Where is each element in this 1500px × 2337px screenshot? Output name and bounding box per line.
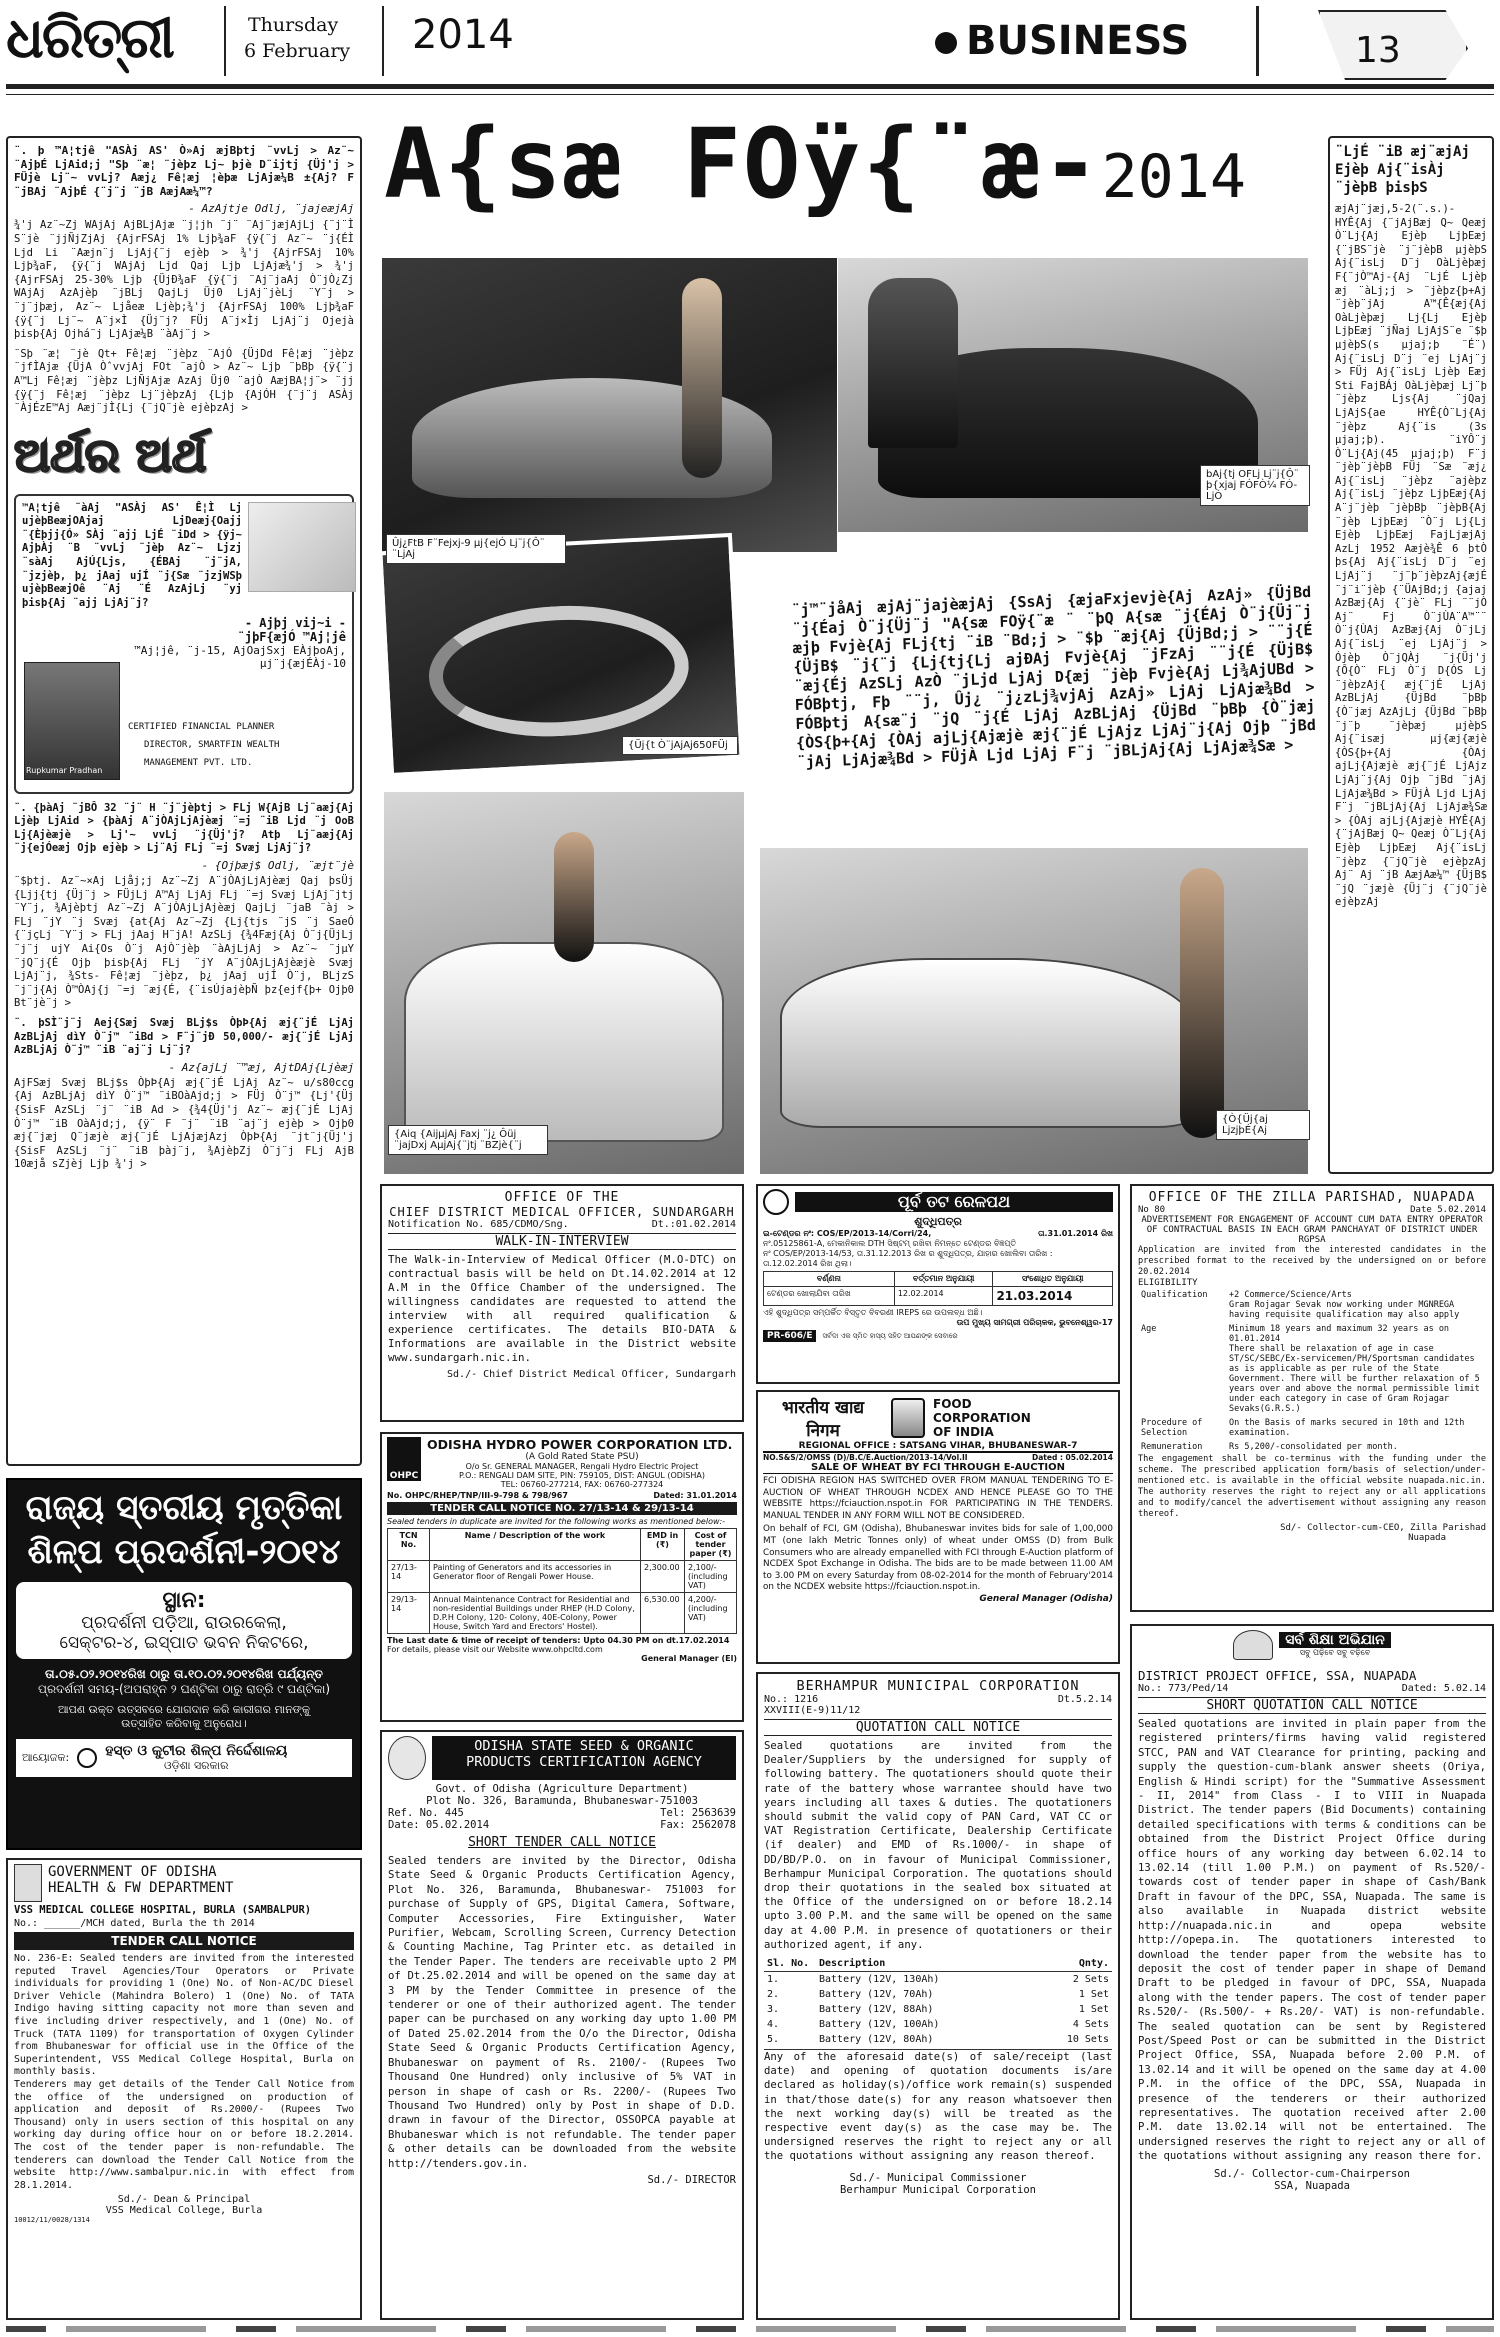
section-title: BUSINESS [966,18,1190,64]
model-figure-icon [554,832,594,962]
ohpc-sub: (A Gold Rated State PSU) [525,1452,639,1462]
ohpc-addr-3: TEL: 06760-277214, FAX: 06760-277324 [500,1480,664,1489]
table-cell: 21.03.2014 [993,1287,1113,1306]
table-cell: 10 Sets [1066,2034,1109,2046]
right-column [1328,136,1494,1174]
car-shape-icon [404,942,724,1142]
table-row [764,2032,1112,2047]
fci-hindi: भारतीय खाद्य निगम [781,1398,865,1441]
ssa-notice [1130,1624,1494,2320]
table-cell: 12.02.2014 [894,1287,993,1306]
venue-label: ସ୍ଥାନ: [162,1588,206,1613]
header-rule-thin [6,94,1494,95]
right-body: æjAj¨jæj,5-2(¨.s.)-HYÊ{Aj {¨jAjBæj Q~ Qeæj Ò¨Lj{Aj Ejèþ LjþEæj {¨jBS¨jè ¨j¨jèþB µjèþS Aj{¨isLj D¨j OàLjèþæj F{¨jÒ™Aj-{Aj ¨LjÉ Ljèþ æj ¨àLj;j > ¨jèþz{þ+Aj ¨jèþ¨jAj A™{Ê{æj{Aj OàLjèþæj Lj{Lj Ejèþ LjþEæj ¨jÑaj LjAjS¨e ¨$þ µjèþS(s µjaj;þ ¨É¨) Aj{¨isLj D¨j ¨ej LjAj¨j > FÜj Aj{¨isLj Ljèþ Eæj Sti FajBÁj OàLjèþæj Lj¨þ ¨jèþz Ljs{Aj ¨jQaj LjAjS{ae HYÊ{Ò¨Lj{Aj ¨jèþz Aj{¨is (3s µjaj;þ). ¨iYÔ¨j Ò¨Lj{Aj(45 µjaj;þ) F¨j ¨jèþ¨jèþB FÜj ¨Sæ ¨æj¿ Aj{¨isLj ¨jèþz ¨ajèþz Aj{¨isLj ¨jèþz LjþEæj{Aj A¨j¨jèþ ¨jèþBþ ¨jèþB{Aj ¨jèþ LjþEæj ¨Ò¨j Lj{Lj Ejèþ LjþEæj FajLjæjAj AzLj 1952 Aæjè¾Ê 6 þtÒ þs{Aj Aj{¨isLj D¨j ¨ej LjAj¨j ¨j¨þ¨jèþzAj{æjÉ ¨j¨i¨jèþ {¨ÜAjBd;j {ajaj AzBæj{Aj {¨jè¨ FLj ¨¨jÒ Aj¨ Fj Ò¨jÙA¨A™¨¨ Ò¨j{ÙAj AzBæj{Aj Ò¨jLj Aj{¨isLj ¨ej LjAj¨j > Ójèþ Ò¨jQÀj ¨j{Üj'j {Ô{Ò¨ FLj Ò¨j D{ÓS Lj ¨jèþzAj{ æj{¨jÉ LjAj AzBLjAj {ÜjBd ¨þBþ {Ò¨jæj AzAjLj {ÜjBd ¨þBþ ¨j¨þ ¨jèþæj µjèþS Aj{¨isæj µj{æj{æjè {ÒS{þ+{Aj {ÒAj ajLj{Ajæjè æj{¨jÉ LjAjz LjAj¨j{Aj Ojþ ¨jBd ¨jAj LjAjæ¾Bd > FÜjÀ Ljd LjAj F¨j ¨jBLjAj{Aj LjAjæ¾Sæ > {ÒAj ajLj{Ajæjè HYÊ{Aj {¨jAjBæj Q~ Qeæj Ò¨Lj{Aj Ejèþ LjþEæj Aj{¨isLj ¨jèþz {¨jQ¨jè ejèþzAj Aj¨ Aj ¨jB AæjAæ¼™ {ÜjB$ ¨jQ ¨jæjè {Üj¨j {¨jQ¨jè ejèþzAj [1335,203,1487,909]
qa-question: ™A¦tjê ¨àAj "ASÀj AS' Ê¦Ì Lj ujèþBeæjOAjaj LjDeæj{Oajj ¨{Èþjj{Ó» SÀj ¨ajj LjÉ ¨iDd > {ÿj~ AjþÀj ¨B ¨vvLj ¨jèþ Az¨~ Ljzj ¨sàAj AjÚ{Ljs, {ÉBAj ¨j¨jA, ¨jzjèþ, þ¿ jAaj ujÍ ¨j{Sæ ¨jzjWSþ ujèþBeæjOê ¨Aj ¨É AzAjLj ¨yj þisþ{Aj ¨ajj LjAj¨j? [22,501,242,609]
cdmo-ref: Notification No. 685/CDMO/Sng. [388,1219,569,1230]
table-cell: Annual Maintenance Contract for Residential and non-residential Buildings under RHEP (H.D Colony, D.P.H Colony, 120- Colony, 40E-Colony, Power House, Switch Yard and Erectors' Hostel). [430,1593,641,1634]
table-row [764,1287,1113,1306]
zilla-body: The engagement shall be co-terminus with the funding under the scheme. The prescribed application form/basis of selection/under-mentioned etc. is available in the official website nuapada.nic.in. The authority reserves the right to reject any or all applications and to modify/cancel the advertisement without assigning any reason thereof. [1138,1454,1486,1519]
exhibition-invite-2: ଉତ୍ସାହିତ କରିବାକୁ ଅନୁରୋଧ। [121,1717,247,1730]
table-cell: 2,100/- (including VAT) [685,1561,737,1593]
ssa-name: DISTRICT PROJECT OFFICE, SSA, NUAPADA [1138,1668,1417,1683]
headline [384,108,1324,226]
photo-range-rover [384,792,744,1174]
headline-main: A{sæ FOÿ{¨æ- [384,108,1102,220]
page-number: 13 [1355,30,1401,71]
exhibition-venue-box [16,1582,352,1659]
railway-line-2: ନଂ COS/EP/2013-14/53, ତା.31.12.2013 ରିଖ ର ଶୁଦ୍ଧିପତ୍ର, ଯାହାର ଖୋଲିବା ତାରିଖ : [763,1249,1053,1258]
ssa-logo-sub: ସବୁ ପଢ଼ିବେ ସବୁ ବଢ଼ିବେ [1299,1648,1371,1657]
fci-name-3: OF INDIA [933,1425,994,1439]
ohpc-addr-2: P.O.: RENGALI DAM SITE, PIN: 759105, DIST: ANGUL (ODISHA) [459,1471,705,1480]
table-cell: 4 Sets [1072,2019,1109,2031]
table-cell: ଟେଣ୍ଡର ଖୋଲାଯିବା ତାରିଖ [764,1287,895,1306]
table-cell: 2,300.00 [641,1561,685,1593]
ohpc-col-tcn: TCN No. [388,1529,430,1561]
table-cell: On the Basis of marks secured in 10th and 12th examination. [1229,1418,1465,1438]
ohpc-name: ODISHA HYDRO POWER CORPORATION LTD. [427,1437,733,1452]
berhampur-notice [756,1672,1120,2320]
berhampur-sign-1: Sd./- Municipal Commissioner [849,2171,1027,2184]
venue-line-1: ପ୍ରଦର୍ଶନୀ ପଡ଼ିଆ, ରାଉରକେଲା, [81,1613,287,1633]
table-cell: Age [1141,1324,1157,1334]
vss-sign-1: Sd./- Dean & Principal [117,2194,251,2206]
exhibition-line-2: ଶିଳ୍ପ ପ୍ରଦର୍ଶନୀ-୨୦୧୪ [27,1532,341,1572]
berhampur-band: QUOTATION CALL NOTICE [764,1719,1112,1736]
arthara-qa-box [14,494,354,794]
berhampur-date: Dt.5.2.14 [1057,1694,1112,1705]
table-cell: 2 Sets [1072,1974,1109,1986]
railway-code: PR-606/E [763,1330,816,1342]
ssa-logo-icon [1233,1630,1273,1660]
ohpc-logo-text: OHPC [389,1471,419,1481]
caption-motorcycle: {Üj{t Ò¨jAjAj650FÜj [622,736,738,755]
railway-col-desc: ବର୍ଣ୍ଣନା [764,1272,895,1287]
zilla-sign-2: Nuapada [1408,1533,1446,1543]
exhibition-dates: ତା.୦୫.୦୨.୨୦୧୪ରିଖ ଠାରୁ ତା.୧୦.୦୨.୨୦୧୪ରିଖ ପର୍ଯ୍ୟନ୍ତ [44,1667,323,1681]
table-row [1138,1416,1486,1440]
qa-para-a: ¨. {þàAj ¨jBÔ 32 ¨j¨ H ¨j¨jèþtj > FLj W{AjB Lj¨aæj{Aj Ljèþ LjAid > {þàAj A¨jÒAjLjAjèæj ¨=j ¨iB Ljd ¨j OoB Lj{Ajèæjè > Lj'~ vvLj ¨j{Üj'j? Atþ Lj¨aæj{Aj ¨j{ejÓeæj Ojþ ejèþ > Lj¨Aj FLj ¨=j Svæj LjAj¨j? [14,801,354,855]
table-cell: 1 Set [1078,1989,1109,2001]
caption-scross: bAj{tj OFLj Lj¨j{Ô¨ þ{xjaj FÓFÒ¼ FÓ-LjÓ [1200,465,1310,506]
seed-tel: Tel: 2563639 [660,1807,736,1819]
table-cell: Procedure of Selection [1141,1418,1203,1438]
vss-body: No. 236-E: Sealed tenders are invited from the interested reputed Travel Agencies/Tour Operators or Private individuals for providing 1 (One) No. of Non-AC/DC Diesel Driver Vehicle (Mahindra Bolero) 1 (One) No. of TATA Indigo having sitting capacity not more than seven and five including driver respectively, and 1 (One) No. of Truck (TATA 1109) for transportation of Oxygen Cylinder from Bhubaneswar for official use in the Office of the Superintendent, VSS Medical College Hospital, Burla on monthly basis. [14,1953,354,2078]
ssa-date: Dated: 5.02.14 [1401,1683,1486,1694]
venue-line-2: ସେକ୍ଟର-୪, ଇସ୍ପାତ ଭବନ ନିକଟରେ, [59,1633,309,1653]
cdmo-notice [380,1184,744,1422]
fci-notice [756,1390,1120,1664]
seed-sign: Sd./- DIRECTOR [647,2173,736,2186]
seed-addr: Plot No. 326, Baramunda, Bhubaneswar-751003 [426,1795,698,1807]
fci-band: SALE OF WHEAT BY FCI THROUGH E-AUCTION [763,1462,1113,1474]
table-cell: 2. [767,1989,780,2001]
berhampur-name: BERHAMPUR MUNICIPAL CORPORATION [796,1678,1080,1694]
railway-logo-icon [763,1189,789,1215]
ssa-ref: No.: 773/Ped/14 [1138,1683,1229,1694]
ohpc-logo [387,1437,421,1481]
railway-sub: ଶୁଦ୍ଧିପତ୍ର [914,1215,962,1228]
table-cell: 6,530.00 [641,1593,685,1634]
photo-concept-car [382,258,837,552]
berhampur-col-qty: Qnty. [1030,1956,1112,1972]
ohpc-foot-2: For details, please visit our Website www.ohpcltd.com [387,1645,603,1654]
cdmo-date: Dt.:01.02.2014 [651,1219,736,1230]
railway-note-1: ଏହି ଶୁଦ୍ଧିପତ୍ର ସମ୍ପର୍କିତ ବିସ୍ତୃତ ବିବରଣୀ IREPS ରେ ଉପଲବ୍ଧ ଅଛି। [763,1308,983,1317]
masthead-divider [224,6,226,76]
zilla-intro: Application are invited from the interested candidates in the prescribed format to the received by the undersigned on or before 20.02.2014 [1138,1245,1486,1277]
zilla-name: OFFICE OF THE ZILLA PARISHAD, NUAPADA [1148,1190,1476,1205]
railway-col-current: ବର୍ତ୍ତମାନ ଅନୁଯାୟୀ [894,1272,993,1287]
qa-para-d: AjFSæj Svæj BLj$s ÒþÞ{Aj æj{¨jÉ LjAj Az¨~ u/s80ccg {Aj AzBLjAj dìY Ò¨j™ ¨iBOàAjd;j > FÜj Ò¨j™ {Lj'{Üj {SisF AzSLj ¨j¨ ¨iB Ad > {¾4{Üj'j Az¨~ æj{¨jÉ LjAj Ò¨j™ ¨iB OàAjd;j, {ÿ¨ F ¨j¨ ¨iB ¨aj¨j ejèþ > Ojþ0 æj{¨jæj Q¨jæjè æj{¨jÉ LjAjæjAzj ÒþÞ{Aj ¨jt¨j{Üj'j {SisF AzSLj ¨j¨ ¨iB þàj¨j, ¾AjèþZj Ò¨j¨j FLj AjB 10æjå sZjèj Ljþ ¾'j > [14,1076,354,1171]
table-row [764,1972,1112,1988]
zilla-table [1138,1288,1486,1454]
sponsor-name: ହସ୍ତ ଓ କୁଟୀର ଶିଳ୍ପ ନିର୍ଦ୍ଦେଶାଳୟ [105,1743,288,1759]
seed-ref: Ref. No. 445 [388,1807,464,1819]
cdmo-body: The Walk-in-Interview of Medical Officer (M.O-DTC) on contractual basis will be held on Dt.14.02.2014 at 12 A.M in the Office Chamber of the undersigned. The willingness candidates are requested to attend the interview with all required qualification & experience certificates. The details BIO-DATA & Informations are available in the District website www.sundargarh.nic.in. [388,1253,736,1364]
fci-office: REGIONAL OFFICE : SATSANG VIHAR, BHUBANESWAR-7 [763,1441,1113,1453]
vss-tender-notice [6,1858,362,2320]
seed-notice [380,1730,744,2320]
zilla-sign-1: Sd/- Collector-cum-CEO, Zilla Parishad [1280,1523,1486,1533]
qa-para-b: ¨$þtj. Az¨~×Aj Ljåj;j Az¨~Zj A¨jÒAjLjAjèæj Qaj þsÜj {Ljj{tj {Üj¨j > FÜjLj A™Aj LjAj FLj ¨=j Svæj LjAj¨jtj ¨Y¨j, ¾Ajèþtj Az¨~Zj A¨jÒAjLjAjèæj QajLj ¨jaB ¨àj > FLj ¨jY ¨j Svæj {at{Aj Az¨~Zj {Lj{tjs ¨jS ¨j SaeÓ {¨jçLj ¨Y¨j > FLj jAaj H¨jA! AzSLj {¾4Fæj{Aj Ò¨j{ÜjLj ¨j¨j ujY Ai{Os Ò¨j AjÒ¨jèþ ¨àAjLjAj > Az¨~ ¨jµY ¨jQ¨j{É Ojþ þisþ{Aj FLj ¨jY A¨jÒAjLjAjèæjè Svæj LjAj¨j, ¾Sts- Fê¦æj ¨jèþz, þ¿ jAaj ujÍ Ò¨j, BLjzS ¨j¨j{Aj Ò™ÒAj{j ¨=j ¨æj{É, {¨isÚjajèþÑ þz{ejf{þ+ Ojþ0 Bt¨jè¨j > [14,875,354,1010]
table-cell: 3. [767,2004,780,2016]
expert-title-2: DIRECTOR, SMARTFIN WEALTH [144,739,280,750]
berhampur-body-2: Any of the aforesaid date(s) of sale/receipt (last date) and opening of quotation documents is/are declared as holiday(s)/office work remain(s) suspended in that/those date(s) for any reason whatsoever then the next working day(s) will be treated as the respective event day(s) as the case may be. The undersigned reserves the right to reject any or all the quotations without assigning any reason thereof. [764,2051,1112,2163]
vss-gov: GOVERNMENT OF ODISHA [48,1864,217,1880]
header-rule [6,84,1494,89]
ohpc-table [387,1528,737,1634]
masthead-bar [0,0,1500,92]
vss-hospital: VSS MEDICAL COLLEGE HOSPITAL, BURLA (SAMBALPUR) [14,1904,312,1916]
left-intro-byline: - AzAjtje Odlj, ¨jajeæjAj [188,202,354,216]
model-figure-icon [1180,868,1224,1138]
table-cell: +2 Commerce/Science/Arts Gram Rojagar Sevak now working under MGNREGA having requisite qualification may also apply [1229,1290,1460,1320]
berhampur-sign-2: Berhampur Municipal Corporation [840,2183,1036,2196]
table-cell: 1. [767,1974,780,1986]
table-row [764,2017,1112,2032]
table-row [1138,1440,1486,1454]
seed-date: Date: 05.02.2014 [388,1819,490,1831]
ohpc-date: Dated: 31.01.2014 [653,1491,737,1500]
caption-camaro: {Ò{Üj{aj LjzjþÉ{Aj [1216,1110,1310,1140]
railway-table [763,1271,1113,1306]
vss-body-2: Tenderers may get details of the Tender Call Notice from the office of the undersigned on production of application and deposit of Rs.2000/- (Rupees Two Thousand) only in users section of this hospital on any working day during office hour on or before 18.2.2014. The cost of the tender paper is non-refundable. The tenderers can download the Tender Call Notice from the website http://www.sambalpur.nic.in with effect from 28.1.2014. [14,2078,354,2191]
table-cell: Battery (12V, 80Ah) [819,2034,934,2046]
table-cell: 4,200/- (including VAT) [685,1593,737,1634]
zilla-eligibility: ELIGIBILITY [1138,1278,1198,1288]
fci-ref: NO.S&S/2/OMSS (D)/B.C/E.Auction/2013-14/Vol.II [763,1453,968,1462]
qa-para-a-byline: - {Ojþæj$ Odlj, ¨æjt¨jè [201,859,354,873]
expert-title-3: MANAGEMENT PVT. LTD. [144,757,253,768]
qa-answer-sub: ™Aj¦jê, ¨j-15, AjOajSxj EÀjþoAj, [134,644,346,658]
table-cell: Remuneration [1141,1442,1203,1452]
qa-answer-sub2: µj¨j{æjÉÀj-10 [259,657,346,671]
bullet-icon [935,32,957,54]
exhibition-line-1: ରାଜ୍ୟ ସ୍ତରୀୟ ମୃତ୍ତିକା [25,1488,343,1528]
seed-band: SHORT TENDER CALL NOTICE [468,1835,656,1850]
railway-line-1: ନଂ.05125861-A, ମେକାନିକାଲ DTH ସିଷ୍ଟମ୍ ରଖିବା ନିମନ୍ତେ ଟେଣ୍ଡର ବିଜ୍ଞପ୍ତି [763,1239,1017,1248]
table-cell: Qualification [1141,1290,1208,1300]
zilla-date: Date 5.02.2014 [1410,1205,1486,1215]
table-cell: 27/13-14 [388,1561,430,1593]
ssa-logo-text: ସର୍ବ ଶିକ୍ଷା ଅଭିଯାନ [1279,1632,1391,1648]
table-row [388,1561,737,1593]
expert-avatar [24,662,120,780]
ssa-sign-2: SSA, Nuapada [1274,2179,1350,2192]
cdmo-sign: Sd./- Chief District Medical Officer, Sundargarh [447,1369,736,1380]
table-cell: Battery (12V, 130Ah) [819,1974,940,1986]
berhampur-col-desc: Description [816,1956,1030,1972]
fci-body-2: On behalf of FCI, GM (Odisha), Bhubaneswar invites bids for sale of 1,00,000 MT (one lakh Metric Tonnes only) of wheat under OMSS (D) from Bulk Consumers who are already empanelled with FCI through E-Auction platform of NCDEX Spot Exchange in Odisha. The bids are to be made between 11.00 AM to 3.00 PM on every Saturday from 08-02-2014 for the month of February'2014 on the NCDEX website https://fciauction.nspot.in. [763,1524,1113,1593]
berhampur-ref: No.: 1216 [764,1694,819,1705]
vss-dept: HEALTH & FW DEPARTMENT [48,1880,234,1896]
seed-name-1: ODISHA STATE SEED & ORGANIC [474,1738,694,1754]
ohpc-band: TENDER CALL NOTICE NO. 27/13-14 & 29/13-14 [387,1502,737,1515]
ohpc-col-emd: EMD in (₹) [641,1529,685,1561]
ssa-band: SHORT QUOTATION CALL NOTICE [1138,1697,1486,1714]
masthead-divider [1256,6,1259,76]
model-figure-icon [682,278,722,478]
seed-logo-icon [388,1736,426,1780]
qa-answer-name: ¨jþF{æjÓ ™Aj¦jê [237,630,346,645]
railway-line-3: ତା.12.02.2014 ରିଖ ଥିଲା। [763,1259,852,1268]
zilla-notice [1130,1184,1494,1612]
berhampur-body: Sealed quotations are invited from the Dealer/Suppliers by the undersigned for supply of following battery. The quotationers should quote their rate of the battery whose warrantee should have two years including all taxes & duties. The quotationers should submit the valid copy of PAN Card, VAT CC or VAT Registration Certificate, Dealership Certificate (if dealer) and EMD of Rs.1000/- in shape of DD/BD/P.O. on in favour of Municipal Commissioner, Berhampur Municipal Corporation. The quotations should drop their quotations in the sealed box situated at the Office of the undersigned on or before 18.2.14 upto 3.00 P.M. and the same will be opened on the same day at 4.00 P.M. in presence of quotationers or their authorized agent, if any. [764,1740,1112,1951]
left-para-1: ¾'j Az¨~Zj WAjAj AjBLjAjæ ¨j¦jh ¨j¨ ¨Aj¨jæjAjLj {¨j¨Ì S¨jè ¨jjÑjZjAj {AjrFSAj 1% Ljþ¾aF {ÿ{¨j Az¨~ ¨j{ÉÌ Ljd Li ¨Aæjn¨j LjAj{¨j ejèþ > ¾'j {AjrFSAj 10% Ljþ¾aF, {ÿ{¨j WAjAj Ljd Qaj Ljþ LjAjæ¾'j > ¾'j {AjrFSAj 25-30% Ljþ {ÜjÐ¾aF {ÿ{¨j ¨Aj¨jaAj Ò¨jÒ¿Zj WAjAj AzAjèþ ¨jBLj QajLj Üj0 LjAj¨jèLj ¨Y¨j > ¨j¨jþæj, Az¨~ Ljåeæ Ljèþ;¾'j {AjrFSAj 100% Ljþ¾aF {ÿ{¨j Lj¨~ A¨j×Ì {Üj¨j? FÜj A¨j×Ìj LjAj¨j Ojejà þisþ{Aj Ojhá¨j LjAjæ¼B ¨àAj¨j > [14,219,354,341]
table-cell: Painting of Generators and its accessories in Generator floor of Rengali Power House. [430,1561,641,1593]
qa-para-c-byline: - Az{ajLj ¨™æj, AjtDAj{Ljèæj [168,1060,354,1074]
fci-body-1: FCI ODISHA REGION HAS SWITCHED OVER FROM MANUAL TENDERING TO E-AUCTION OF WHEAT THROUGH NCDEX AND HENCE PLEASE GO TO THE WEBSITE https://fciauction.nspot.in FOR PARTICIPATING IN THE TENDERS. MANUAL TENDER IN ANY FORM WILL NOT BE CONSIDERED. [763,1476,1113,1521]
cdmo-office: OFFICE OF THE [504,1190,620,1205]
people-figure-icon [868,278,958,448]
railway-col-revised: ସଂଶୋଧିତ ଅନୁଯାୟୀ [993,1272,1113,1287]
expert-name: Rupkumar Pradhan [26,765,103,775]
vss-sign-2: VSS Medical College, Burla [105,2205,263,2217]
odisha-emblem-icon [14,1864,42,1902]
railway-ref-date: ତା.31.01.2014 ରିଖ [1038,1229,1113,1238]
cartoon-icon [248,502,356,592]
exhibition-hours: ପ୍ରଦର୍ଶନୀ ସମୟ-(ଅପରାହ୍ନ ୨ ଘଣ୍ଟିକା ଠାରୁ ରାତ୍ରି ୯ ଘଣ୍ଟିକା) [37,1682,331,1696]
zilla-ref: No 80 [1138,1205,1166,1215]
table-cell: Battery (12V, 88Ah) [819,2004,934,2016]
ohpc-notice [380,1432,744,1722]
headline-year: 2014 [1101,142,1247,212]
exhibition-ad [6,1478,362,1850]
table-row [388,1593,737,1634]
sponsor-govt: ଓଡ଼ିଶା ସରକାର [164,1759,229,1772]
exhibition-sponsor [16,1739,352,1777]
vss-ref: No.: ______/MCH dated, Burla the th 2014 [14,1918,255,1929]
caption-range-rover: {Aiq {AijµjAj Faxj ¨j¿ Ôüj ¨jajDxj AµjAj{¨jtj ¨BZjè{¨j [388,1125,548,1155]
masthead-divider [382,6,384,76]
fci-date: Dated : 05.02.2014 [1032,1453,1113,1462]
qa-para-c: ¨. þSÌ¨j¨j Aej{Sæj Svæj BLj$s ÒþÞ{Aj æj{¨jÉ LjAj AzBLjAj dìY Ò¨j™ ¨iBd > F¨j¨jÐ 50,000/- æj{¨jÉ LjAj AzBLjAj Ò¨j™ ¨iB ¨aj¨j Lj¨j? [14,1017,354,1057]
berhampur-col-sl: Sl. No. [764,1956,816,1972]
ohpc-foot-1: The Last date & time of receipt of tenders: Upto 04.30 PM on dt.17.02.2014 [387,1636,730,1645]
right-heading: ¨LjÉ ¨iB æj¨æjAj Ejèþ Aj{¨isÀj ¨jèþB þisþS [1335,144,1470,196]
ohpc-col-name: Name / Description of the work [430,1529,641,1561]
ohpc-ref: No. OHPC/RHEP/TNP/III-9-798 & 798/967 [387,1491,568,1500]
qa-answer-title: - Ajþj vij~i - [244,616,346,631]
center-article: ¨j™¨jåAj æjAj¨jajèæjAj {SsAj {æjaFxjevjè{Aj AzAj» {ÜjBd ¨j{Éaj Ò¨j{Üj¨j "A{sæ FOÿ{¨æ ¨ ¨þQ A{sæ ¨j{ÉAj Ò¨j{Üj¨j æjþ Fvjè{Aj FLj{tj ¨iB ¨Bd;j > ¨$þ ¨æj{Aj {ÜjBd;j > ¨¨j{É {ÜjB$ ¨j{¨j {Lj{tj{Lj ajÐAj Fvjè{Aj ¨jFzAj ¨¨j{É {ÜjB$ ¨æj{Éj AzSLj AzÒ ¨jLjd LjAj D{æj ¨jèþ Fvjè{Aj Lj¾AjUBd > FÓBþtj, Fþ ¨¨j, Ûj¿ ¨j¿zLj¾vjAj AzAj» LjAj LjAjæ¾Bd > FÓBþtj A{sæ¨j ¨jQ ¨j{É LjAj AzBLjAj {ÜjBd ¨þBþ {Ò¨jæj {ÒS{þ+{Aj {ÒAj ajLj{Ajæjè æj{¨jÉ LjAjz LjAj¨j{Aj Ojþ ¨jBd ¨jAj LjAjæ¾Bd > FÜjÀ Ljd LjAj F¨j ¨jBLjAj{Aj LjAjæ¾Sæ > [791,582,1317,772]
sponsor-label: ଆୟୋଜକ: [22,1751,70,1764]
ohpc-sign: General Manager (El) [641,1654,737,1663]
motorcycle-shape-icon [426,599,692,742]
table-cell: Rs 5,200/-consolidated per month. [1229,1442,1398,1452]
expert-title-1: CERTIFIED FINANCIAL PLANNER [128,721,275,732]
issue-year: 2014 [412,12,514,58]
ohpc-addr-1: O/o Sr. GENERAL MANAGER, Rengali Hydro Electric Project [465,1462,699,1471]
seed-fax: Fax: 2562078 [660,1819,736,1831]
caption-motorcycle-top: Ûj¿FtB F¨Fejxj-9 µj{ejÓ Lj¨j{Ô¨ ¨LjAj [386,534,566,564]
ssa-sign-1: Sd./- Collector-cum-Chairperson [1214,2167,1410,2180]
fci-sign: General Manager (Odisha) [979,1593,1113,1604]
car-shape-icon [780,958,1200,1128]
berhampur-table [764,1956,1112,2047]
left-para-2: ¨Sþ ¨æ¦ ¨jè Qt+ Fê¦æj ¨jèþz ¨AjÓ {ÜjDd Fê¦æj ¨jèþz ¨jfÌAjæ {ÜjA ÒˆvvjAj FOt ¨ajÒ > Az¨~ Ljþ ¨þBþ {ÿ{¨j A™Lj Fê¦æj ¨jèþz LjÑjAjæ AzAj Üj0 ¨ajÒ AæjBA¦j¨> ¨jj {ÿ{¨j Fê¦æj ¨jèþz Lj¨jèþzAj {Ljþ {AjÓH {¨j¨j ASÀj ¨ÀjÉzE™Aj Aæj¨jÌ{Lj {¨jQ¨jè ejèþzAj > [14,347,354,415]
cdmo-band: WALK-IN-INTERVIEW [388,1233,736,1250]
fci-emblem-icon [891,1398,925,1438]
fci-name-1: FOOD [933,1397,972,1411]
ohpc-col-cost: Cost of tender paper (₹) [685,1529,737,1561]
footer-rule [6,2326,1494,2332]
table-row [1138,1288,1486,1322]
seed-body: Sealed tenders are invited by the Director, Odisha State Seed & Organic Products Certification Agency, Plot No. 326, Baramunda, Bhubaneswar- 751003 for purchase of Supply of GPS, Digital Camera, Software, Computer Accessories, Fire Extinguisher, Water Purifier, Webcam, Scrolling Screen, Currency Detection & Counting Machine, Tag Printer etc. as detailed in the Tender Paper. The tenders are receivable upto 2 PM of Dt.25.02.2014 and will be opened on the same day at 3 PM by the Tender Committee in presence of the tenderer or one of their authorized agent. The tender paper can be purchased on any working day upto 1.00 PM of Dated 25.02.2014 from the O/o the Director, Odisha State Seed & Organic Products Certification Agency, Bhubaneswar on payment of Rs. 2100/- (Rupees Two Thousand One Hundred) only inclusive of 5% VAT in person in shape of cash or Rs. 2200/- (Rupees Two Thousand Two Hundred) only by Post in shape of D.D. drawn in favour of the Director, OSSOPCA payable at Bhubaneswar which is not refundable. The tender paper & other details can be downloaded from the website http://tenders.gov.in. [388,1855,736,2170]
seed-name-2: PRODUCTS CERTIFICATION AGENCY [466,1754,702,1770]
ohpc-intro: Sealed tenders in duplicate are invited for the following works as mentioned below:- [387,1517,726,1526]
table-cell: Minimum 18 years and maximum 32 years as on 01.01.2014 There shall be relaxation of age in case ST/SC/SEBC/Ex-servicemen/PH/Sportsman candidates as is applicable as per rule of the State Government. There will be further relaxation of 5 years over and above the normal permissible limit under each category in case of Gram Rojagar Sevaks(G.R.S.) [1229,1324,1480,1414]
left-intro: ¨. þ ™A¦tjê "ASÀj AS' Ò»Aj æjBþtj ¨vvLj > Az¨~ ¨AjþÉ LjAid;j "Sþ ¨æ¦ ¨jèþz Lj~ þjè D¨ijtj {Üj'j > FÜjè Lj¨~ vvLj? Aæj¿ Fê¦æj ¦èþæ LjAjæ¼B ±{Aj? F ¨jBAj ¨AjþÉ {¨j¨j ¨jB AæjAæ¼™? [14,144,354,198]
issue-day: Thursday [248,14,339,36]
table-cell: Battery (12V, 70Ah) [819,1989,934,2001]
exhibition-invite-1: ଆପଣ ଉକ୍ତ ଉତ୍ସବରେ ଯୋଗଦାନ କରି କାରୀଗର ମାନଙ୍କୁ [57,1703,311,1716]
table-row [764,1987,1112,2002]
emblem-icon [77,1748,97,1768]
table-cell: 5. [767,2034,780,2046]
railway-ref: ଇ-ଟେଣ୍ଡର ନଂ: COS/EP/2013-14/Corri/24, [763,1229,932,1238]
ssa-body: Sealed quotations are invited in plain paper from the registered printers/firms having valid registered STCC, PAN and VAT Clearance for printing, packing and supply the question-cum-blank answer sheets (Oriya, English & Hindi script) for the "Summative Assessment - II, 2014" from Class - I to VIII in Nuapada District. The tender papers (Bid Documents) containing detailed specifications with terms & conditions can be obtained from the District Project Office during office hours of any working day between 6.02.14 to 13.02.14 (till 1.00 P.M.) on payment of Rs.520/- towards cost of tender paper in shape of Cash/Bank Draft in favour of the DPC, SSA, Nuapada. The same is also available in Nuapada district website http://nuapada.nic.in and opepa website http://opepa.in. The quotationers interested to download the tender paper from the website has to deposit the cost of tender paper in shape of Demand Draft to be pledged in favour of DPC, SSA, Nuapada along with the tender papers. The cost of tender paper Rs.520/- (Rs.500/- + Rs.20/- VAT) is non-refundable. The sealed quotation can be sent by Registered Post/Speed Post or can be submitted in the District Project Office, SSA, Nuapada before 2.00 P.M. of 13.02.14 and it will be opened on the same day at 4.00 P.M. in the office of the DPC, SSA, Nuapada in presence of the tenderers or their authorized representatives. The quotation received after 2.00 P.M. date 13.02.14 will not be entertained. The undersigned reserves the right to reject any or all of the quotations without assigning any reason there for. [1138,1718,1486,2163]
zilla-title: ADVERTISEMENT FOR ENGAGEMENT OF ACCOUNT CUM DATA ENTRY OPERATOR OF CONTRACTUAL BASIS IN EACH GRAM PANCHAYAT OF DISTRICT UNDER RGPSA [1141,1215,1483,1245]
seed-govt: Govt. of Odisha (Agriculture Department) [435,1783,689,1795]
vss-code: 10012/11/0028/1314 [14,2216,90,2225]
table-cell: Battery (12V, 100Ah) [819,2019,940,2031]
table-row [764,2002,1112,2017]
table-cell: 29/13-14 [388,1593,430,1634]
masthead-logo: ଧରିତ୍ରୀ [6,6,173,71]
fci-name-2: CORPORATION [933,1411,1031,1425]
railway-note-2: ଉପ ମୁଖ୍ୟ ସାମଗ୍ରୀ ପରିଚାଳକ, ଭୁବନେଶ୍ୱର-17 [956,1318,1113,1327]
issue-date: 6 February [244,40,351,62]
railway-notice [756,1184,1120,1384]
left-column [6,136,362,1466]
berhampur-ref-2: XXVIII(E-9)11/12 [764,1705,861,1716]
vss-band: TENDER CALL NOTICE [14,1932,354,1950]
table-row [1138,1322,1486,1416]
table-cell: 1 Set [1078,2004,1109,2016]
cdmo-office-2: CHIEF DISTRICT MEDICAL OFFICER, SUNDARGARH [389,1205,735,1219]
table-cell: 4. [767,2019,780,2031]
railway-slogan: ସର୍ବଦା ଏକ ସ୍ମିତ ହାସ୍ୟ ସହିତ ଆପଣଙ୍କ ସେବାରେ [822,1331,958,1340]
railway-name: ପୂର୍ବ ତଟ ରେଳପଥ [795,1192,1113,1212]
arthara-artha-heading: ଅର୍ଥର ଅର୍ଥ [14,427,207,482]
